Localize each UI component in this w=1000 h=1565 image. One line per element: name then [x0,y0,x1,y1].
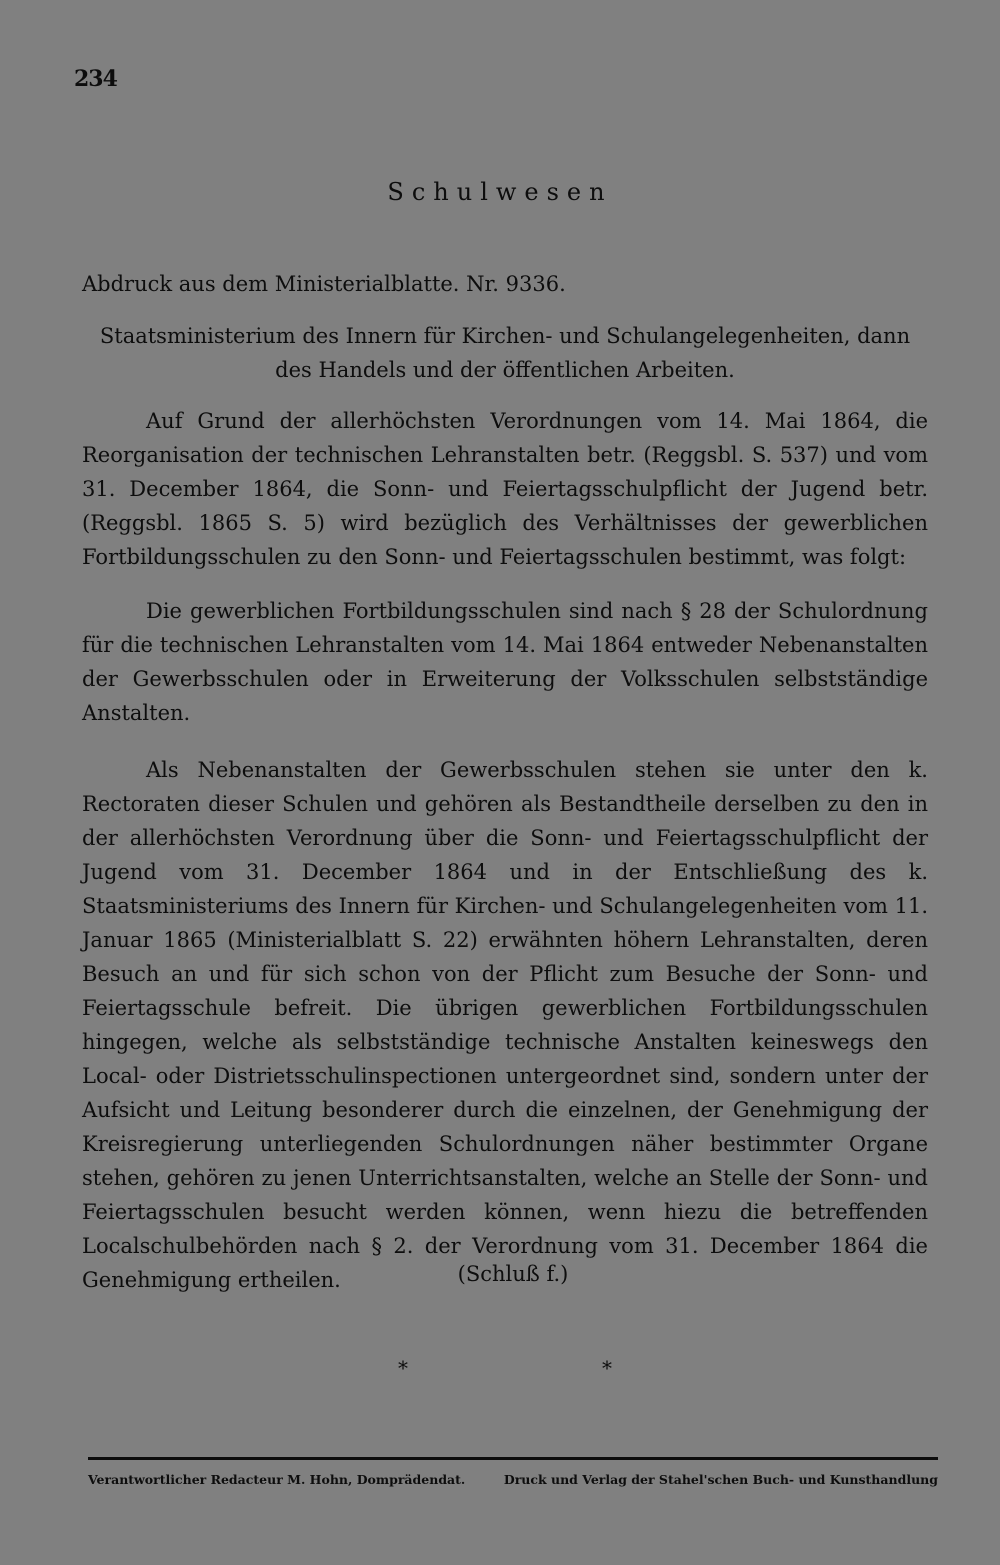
ornament-star-left: * [398,1356,408,1380]
footer-rule [88,1457,938,1460]
paragraph-1: Auf Grund der allerhöchsten Verordnungen vom 14. Mai 1864, die Reorganisation der technischen Lehranstalten betr. (Reggsbl. S. 537) und vom 31. December 1864, die Sonn- und Feiertagsschulpflicht der Jugend betr. (Reggsbl. 1865 S. 5) wird bezüglich des Verhältnisses der gewerblichen Fortbildungsschulen zu den Sonn- und Feiertagsschulen bestimmt, was folgt: [82,409,928,569]
paragraph-2: Die gewerblichen Fortbildungsschulen sind nach § 28 der Schulordnung für die technischen Lehranstalten vom 14. Mai 1864 entweder Nebenanstalten der Gewerbsschulen oder in Erweiterung der Volksschulen selbstständige Anstalten. [82,599,928,725]
footer-publisher: Druck und Verlag der Stahel'schen Buch- und Kunsthandlung [503,1472,938,1487]
paragraph-3: Als Nebenanstalten der Gewerbsschulen stehen sie unter den k. Rectoraten dieser Schulen und gehören als Bestandtheile derselben zu den in der allerhöchsten Verordnung über die Sonn- und Feiertagsschulpflicht der Jugend vom 31. December 1864 und in der Entschließung des k. Staatsministeriums des Innern für Kirchen- und Schulangelegenheiten vom 11. Januar 1865 (Ministerialblatt S. 22) erwähnten höhern Lehranstalten, deren Besuch an und für sich schon von der Pflicht zum Besuche der Sonn- und Feiertagsschule befreit. Die übrigen gewerblichen Fortbildungsschulen hingegen, welche als selbstständige technische Anstalten keineswegs den Local- oder Distrietsschulinspectionen untergeordnet sind, sondern unter der Aufsicht und Leitung besonderer durch die einzelnen, der Genehmigung der Kreisregierung unterliegenden Schulordnungen näher bestimmter Organe stehen, gehören zu jenen Unterrichtsanstalten, welche an Stelle der Sonn- und Feiertagsschulen besucht werden können, wenn hiezu die betreffenden Localschulbehörden nach § 2. der Verordnung vom 31. December 1864 die Genehmigung ertheilen. [82,758,928,1292]
issuing-authority: Staatsministerium des Innern für Kirchen- und Schulangelegenheiten, dann des Handels und der öffentlichen Arbeiten. [99,324,911,382]
footer-editor: Verantwortlicher Redacteur M. Hohn, Domprädendat. [88,1472,466,1487]
closing-note: (Schluß f.) [457,1262,569,1286]
source-heading: Abdruck aus dem Ministerialblatte. Nr. 9336. [82,272,566,296]
imprint-footer [88,1472,938,1487]
page-number: 234 [74,66,117,92]
section-title: Schulwesen [387,178,613,206]
ornament-star-right: * [602,1356,612,1380]
